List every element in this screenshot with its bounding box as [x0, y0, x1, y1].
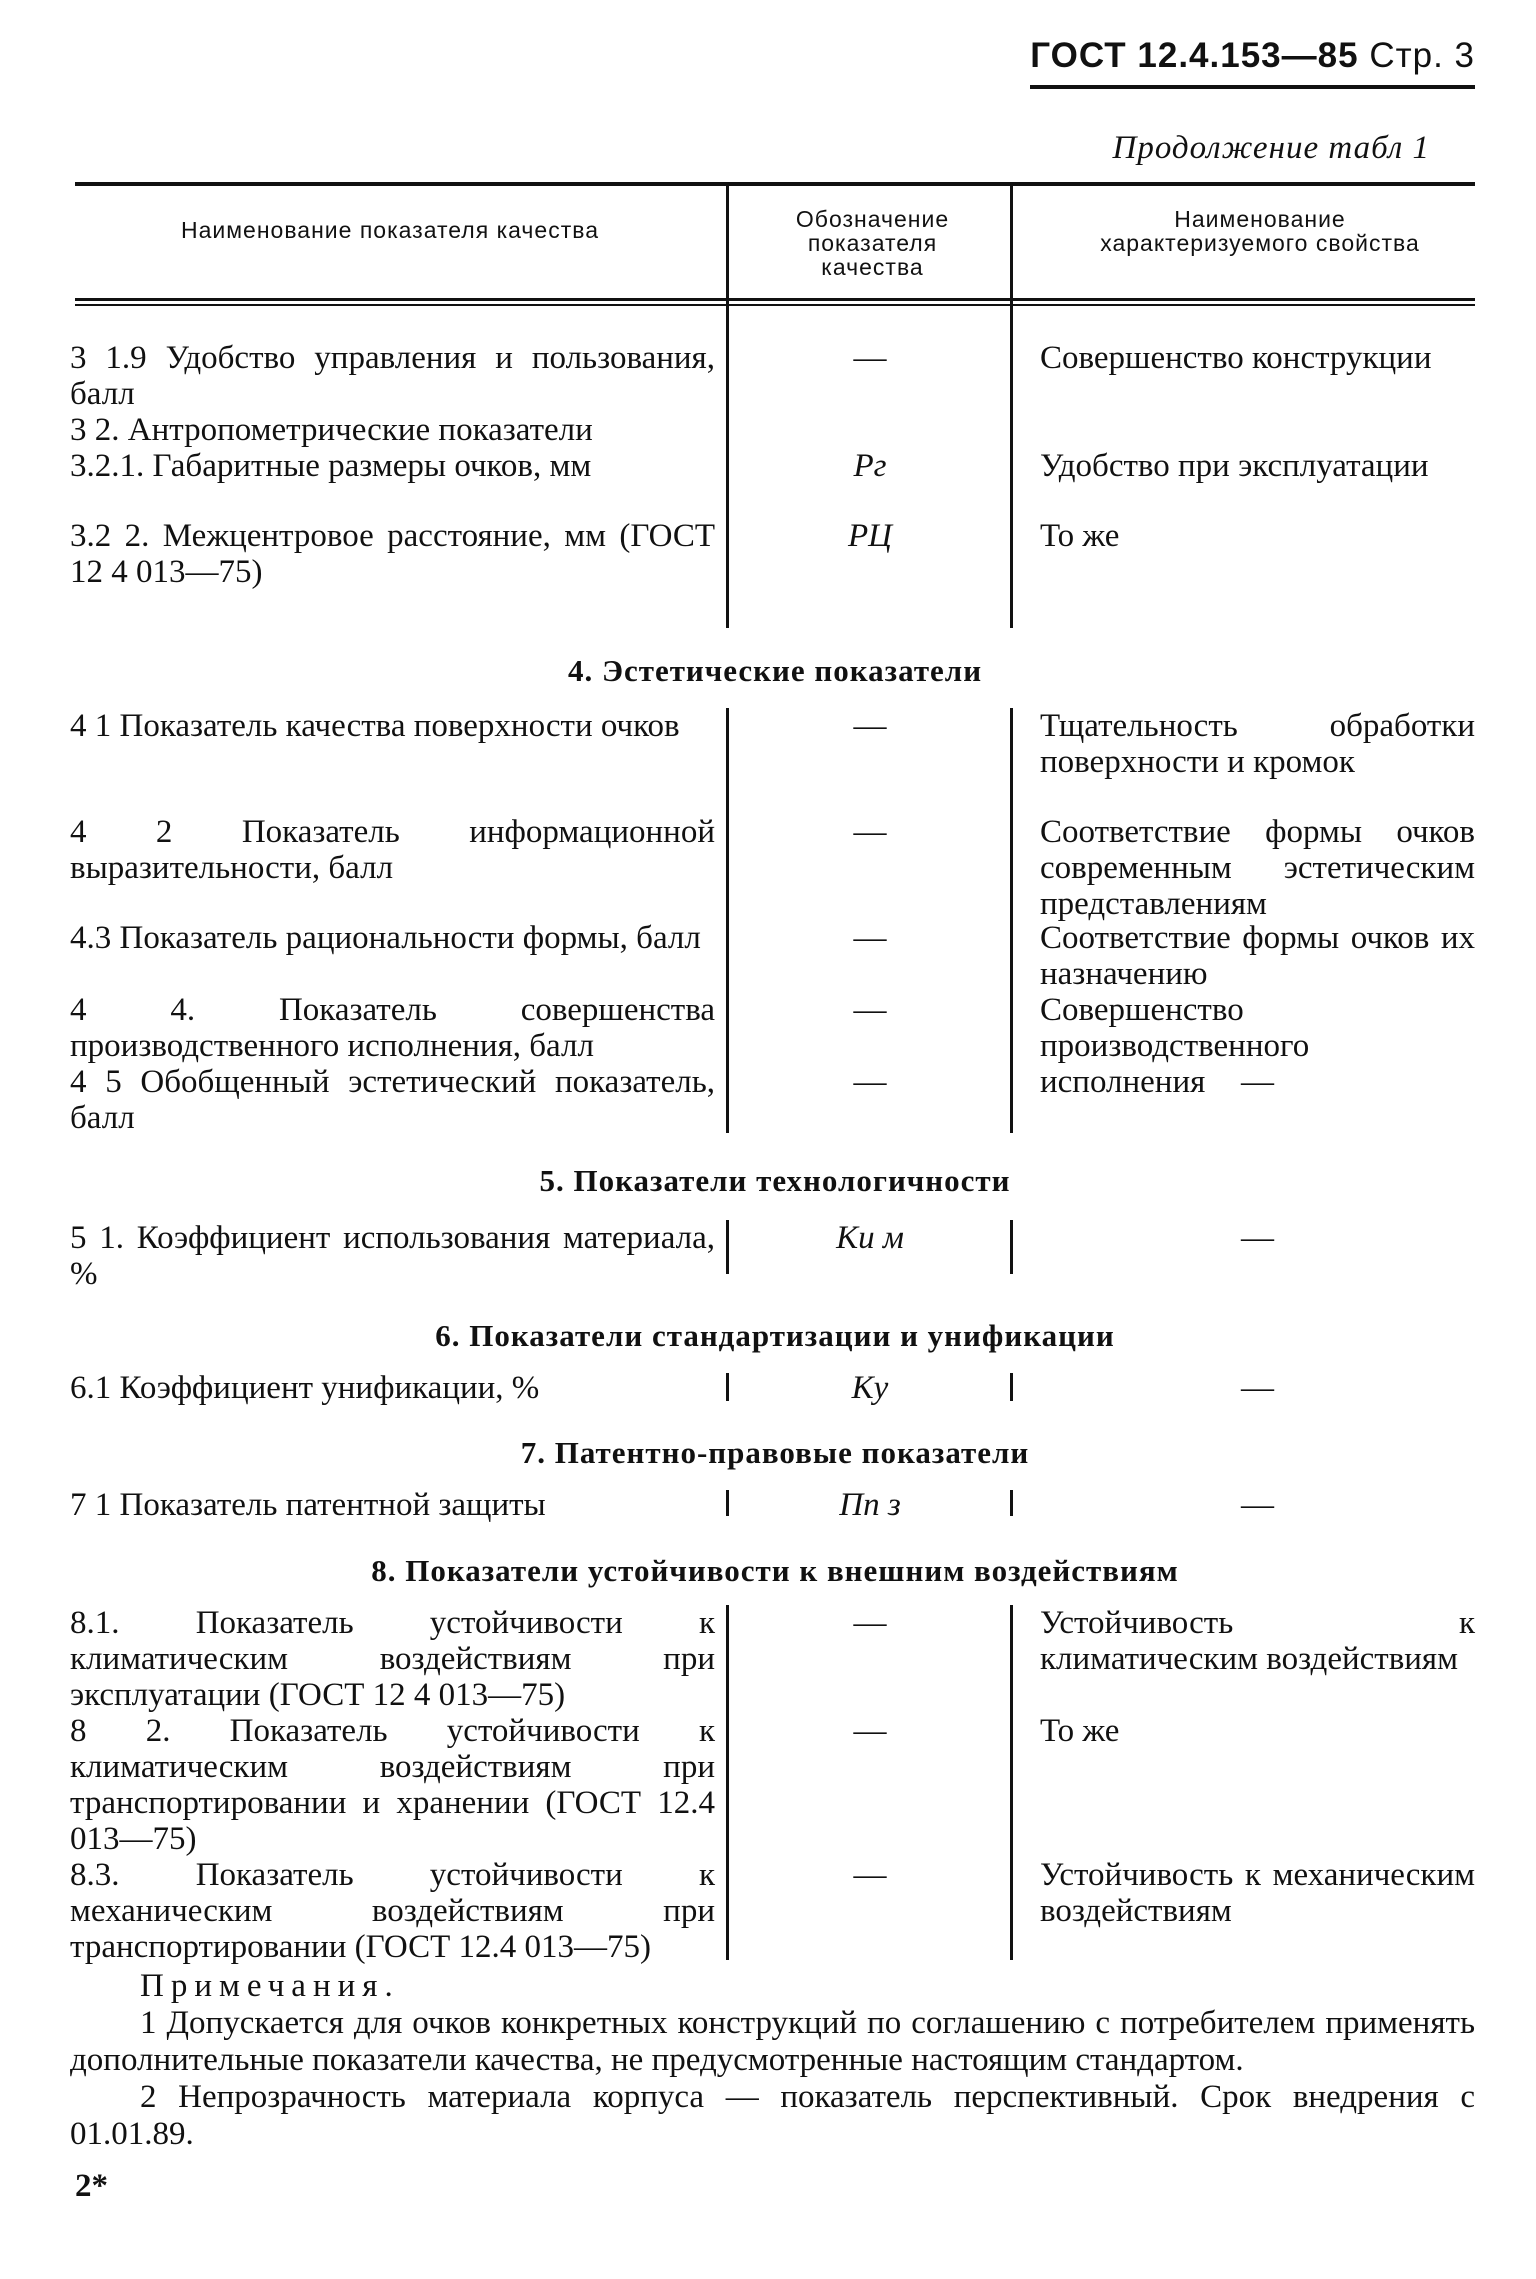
- row-symbol: Kи м: [836, 1220, 904, 1256]
- column-divider: [726, 708, 729, 1133]
- column-divider: [1010, 186, 1013, 628]
- section-title: 7. Патентно-правовые показатели: [520, 1435, 1030, 1470]
- row-property: Совершенство производственного исполнения: [1040, 992, 1310, 1100]
- row-property: —: [1241, 1220, 1274, 1256]
- row-symbol: —: [853, 920, 887, 956]
- row-symbol: Pг: [853, 448, 887, 484]
- row-property: Соответствие формы очков современным эстетическим представлениям: [1040, 814, 1475, 922]
- row-property: То же: [1040, 1713, 1120, 1749]
- row-name: 4 2 Показатель информационной выразительности, балл: [70, 814, 715, 886]
- row-property: Соответствие формы очков их назначению: [1040, 920, 1475, 992]
- row-symbol: —: [853, 340, 887, 376]
- row-name: 8.3. Показатель устойчивости к механическим воздействиям при транспортировании (ГОСТ 12.4 013—75): [70, 1857, 715, 1965]
- table-header-rule-2: [75, 304, 1475, 306]
- section-title: 5. Показатели технологичности: [539, 1163, 1011, 1198]
- table-header-rule-1: [75, 298, 1475, 301]
- column-divider: [726, 1605, 729, 1960]
- row-symbol: —: [853, 1064, 887, 1100]
- row-name: 7 1 Показатель патентной защиты: [70, 1487, 546, 1523]
- row-name: 3 1.9 Удобство управления и пользования, балл: [70, 340, 715, 412]
- table-continuation-label: Продолжение табл 1: [1112, 130, 1430, 166]
- header-rule: [1030, 85, 1475, 89]
- section-title: 8. Показатели устойчивости к внешним воздействиям: [371, 1553, 1179, 1588]
- col-header-name: Наименование показателя качества: [181, 217, 599, 243]
- row-symbol: —: [853, 1857, 887, 1893]
- row-property: —: [1241, 1064, 1274, 1100]
- col-header-symbol: Обозначение показателя качества: [795, 206, 950, 280]
- row-symbol: —: [853, 992, 887, 1028]
- note-item: 2 Непрозрачность материала корпуса — показатель перспективный. Срок внедрения с 01.01.89.: [70, 2079, 1475, 2152]
- row-property: —: [1241, 1370, 1274, 1406]
- column-divider: [726, 186, 729, 628]
- row-name: 3.2.1. Габаритные размеры очков, мм: [70, 448, 592, 484]
- page-header: [1030, 36, 1475, 76]
- row-symbol: РЦ: [848, 518, 892, 554]
- notes-title: Примечания.: [140, 1968, 400, 2004]
- row-name: 4 1 Показатель качества поверхности очков: [70, 708, 680, 744]
- row-symbol: Kу: [851, 1370, 889, 1406]
- column-divider: [1010, 1490, 1013, 1516]
- row-name: 4.3 Показатель рациональности формы, балл: [70, 920, 701, 956]
- column-divider: [1010, 1373, 1013, 1401]
- row-name: 5 1. Коэффициент использования материала, %: [70, 1220, 715, 1292]
- col-header-property: Наименование характеризуемого свойства: [1100, 206, 1420, 256]
- row-name: 6.1 Коэффициент унификации, %: [70, 1370, 540, 1406]
- row-property: Устойчивость к механическим воздействиям: [1040, 1857, 1475, 1929]
- standard-number: ГОСТ 12.4.153—85: [1030, 36, 1359, 75]
- row-symbol: —: [853, 708, 887, 744]
- notes: [70, 1968, 1475, 2153]
- row-symbol: —: [853, 1713, 887, 1749]
- column-divider: [726, 1220, 729, 1274]
- row-name: 8 2. Показатель устойчивости к климатическим воздействиям при транспортировании и хранении (ГОСТ 12.4 013—75): [70, 1713, 715, 1857]
- row-property: Тщательность обработки поверхности и кромок: [1040, 708, 1475, 780]
- note-item: 1 Допускается для очков конкретных конструкций по соглашению с потребителем применять дополнительные показатели качества, не предусмотренные настоящим стандартом.: [70, 2005, 1475, 2078]
- row-property: Удобство при эксплуатации: [1040, 448, 1429, 484]
- row-property: Устойчивость к климатическим воздействиям: [1040, 1605, 1475, 1677]
- row-symbol: —: [853, 814, 887, 850]
- row-name: 3.2 2. Межцентровое расстояние, мм (ГОСТ 12 4 013—75): [70, 518, 715, 590]
- row-name: 4 4. Показатель совершенства производственного исполнения, балл: [70, 992, 715, 1064]
- row-property: То же: [1040, 518, 1120, 554]
- section-title: 6. Показатели стандартизации и унификации: [435, 1318, 1115, 1353]
- row-name: 8.1. Показатель устойчивости к климатическим воздействиям при эксплуатации (ГОСТ 12 4 013—75): [70, 1605, 715, 1713]
- row-property: Совершенство конструкции: [1040, 340, 1432, 376]
- row-symbol: —: [853, 1605, 887, 1641]
- column-divider: [1010, 1605, 1013, 1960]
- row-name: 4 5 Обобщенный эстетический показатель, балл: [70, 1064, 715, 1136]
- row-name: 3 2. Антропометрические показатели: [70, 412, 593, 448]
- column-divider: [726, 1490, 729, 1516]
- row-symbol: Пп з: [839, 1487, 901, 1523]
- column-divider: [1010, 708, 1013, 1133]
- column-divider: [1010, 1220, 1013, 1274]
- page-signature: 2*: [75, 2168, 108, 2204]
- column-divider: [726, 1373, 729, 1401]
- page-number: Стр. 3: [1369, 36, 1475, 75]
- table-top-rule: [75, 182, 1475, 186]
- section-title: 4. Эстетические показатели: [567, 653, 983, 688]
- row-property: —: [1241, 1487, 1274, 1523]
